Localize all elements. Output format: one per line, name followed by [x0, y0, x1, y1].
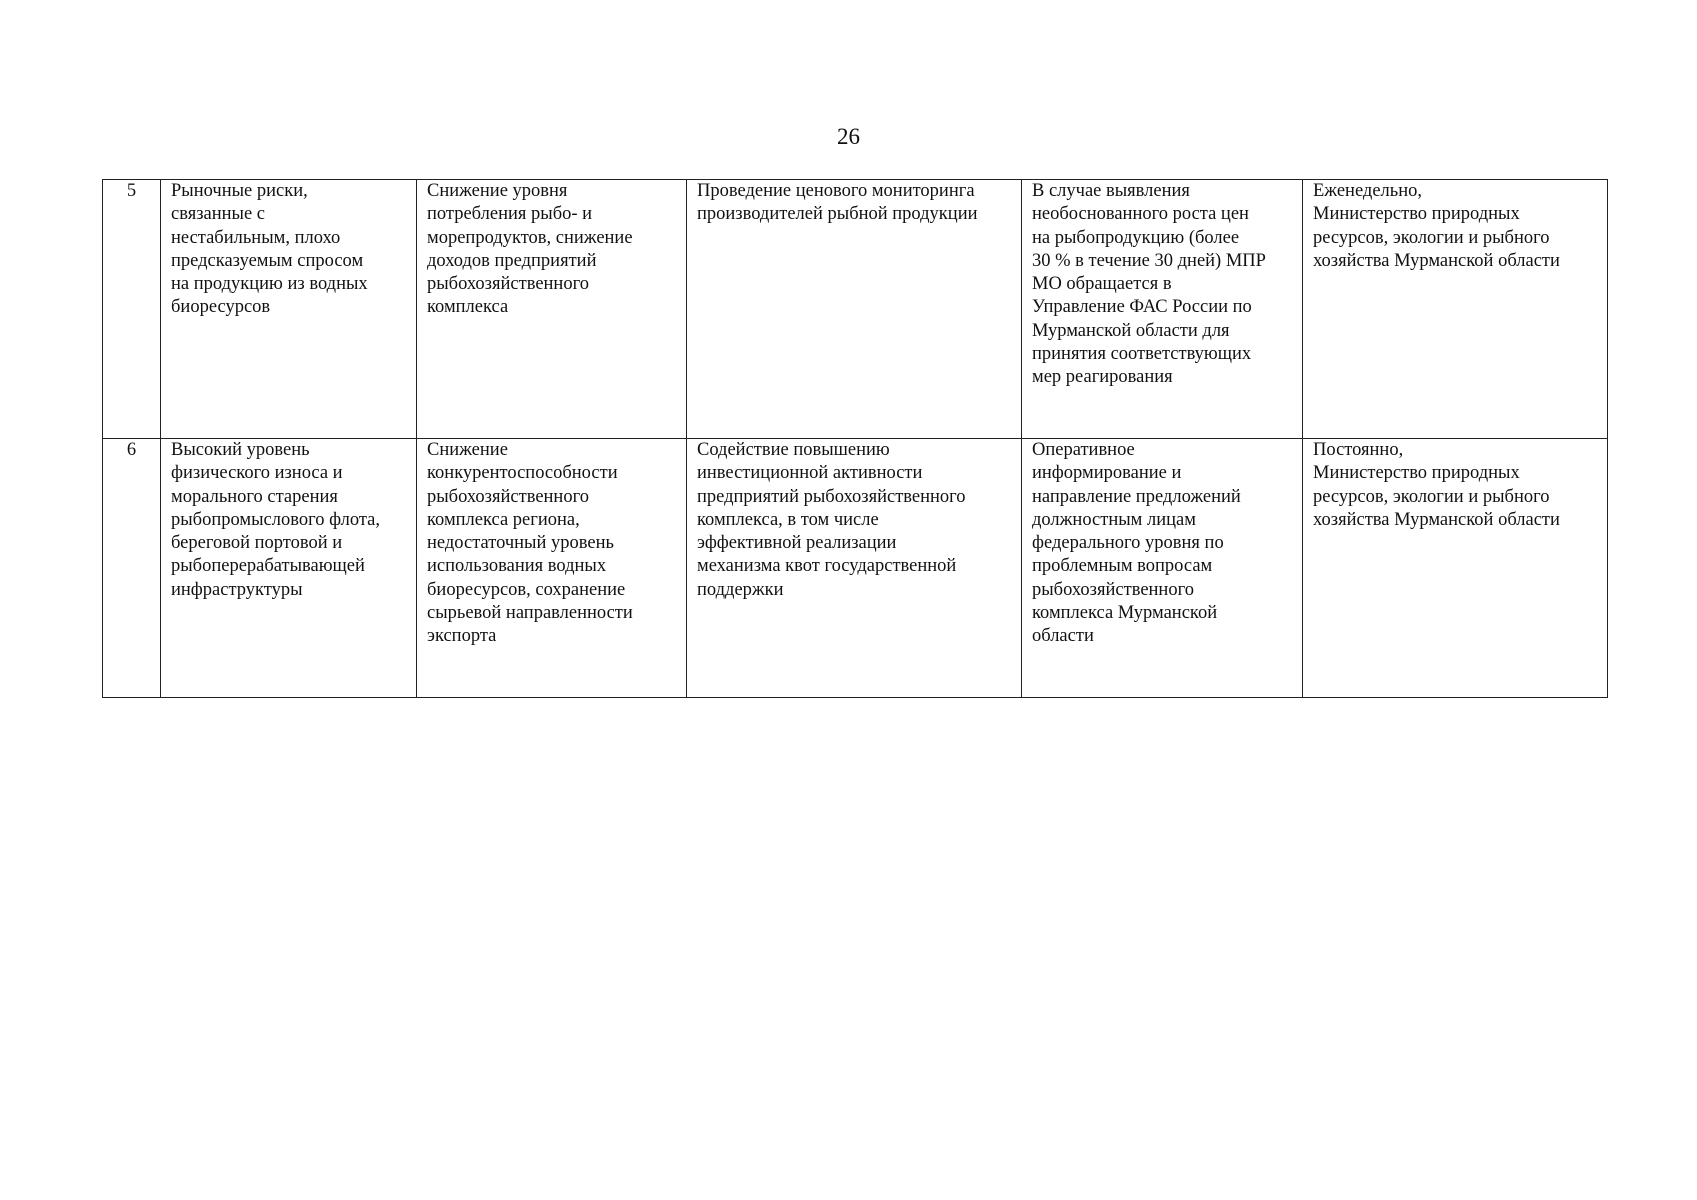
- responsible-text: Постоянно, Министерство природных ресурсов, экологии и рыбного хозяйства Мурманской области: [1313, 440, 1560, 530]
- table-row: [103, 439, 1608, 698]
- measures-cell: [687, 439, 1022, 698]
- measures-cell: [687, 180, 1022, 439]
- table-row: [103, 180, 1608, 439]
- risk-cell: [161, 439, 417, 698]
- responsible-cell: [1303, 439, 1608, 698]
- risk-cell: [161, 180, 417, 439]
- responsible-text: Еженедельно, Министерство природных ресурсов, экологии и рыбного хозяйства Мурманской области: [1313, 181, 1560, 271]
- consequences-text: Снижение конкурентоспособности рыбохозяйственного комплекса региона, недостаточный уровень использования водных биоресурсов, сохранение сырьевой направленности экспорта: [427, 440, 633, 647]
- actions-text: Оперативное информирование и направление предложений должностным лицам федерального уровня по проблемным вопросам рыбохозяйственного комплекса Мурманской области: [1032, 440, 1241, 647]
- actions-cell: [1022, 180, 1303, 439]
- row-number-cell: [103, 439, 161, 698]
- risk-text: Высокий уровень физического износа и морального старения рыбопромыслового флота, береговой портовой и рыбоперерабатывающей инфраструктуры: [171, 440, 380, 600]
- row-number: 5: [126, 181, 137, 201]
- page-number: 26: [837, 124, 860, 149]
- actions-cell: [1022, 439, 1303, 698]
- measures-text: Содействие повышению инвестиционной активности предприятий рыбохозяйственного комплекса, в том числе эффективной реализации механизма квот государственной поддержки: [697, 440, 966, 600]
- risk-table: [102, 179, 1608, 698]
- actions-text: В случае выявления необоснованного роста цен на рыбопродукцию (более 30 % в течение 30 дней) МПР МО обращается в Управление ФАС России по Мурманской области для принятия соответствующих мер реагирования: [1032, 181, 1266, 388]
- row-number-cell: [103, 180, 161, 439]
- responsible-cell: [1303, 180, 1608, 439]
- consequences-cell: [417, 180, 687, 439]
- consequences-text: Снижение уровня потребления рыбо- и морепродуктов, снижение доходов предприятий рыбохозяйственного комплекса: [427, 181, 633, 318]
- risk-text: Рыночные риски, связанные с нестабильным, плохо предсказуемым спросом на продукцию из водных биоресурсов: [171, 181, 368, 318]
- row-number: 6: [126, 440, 137, 460]
- measures-text: Проведение ценового мониторинга производителей рыбной продукции: [697, 181, 978, 225]
- consequences-cell: [417, 439, 687, 698]
